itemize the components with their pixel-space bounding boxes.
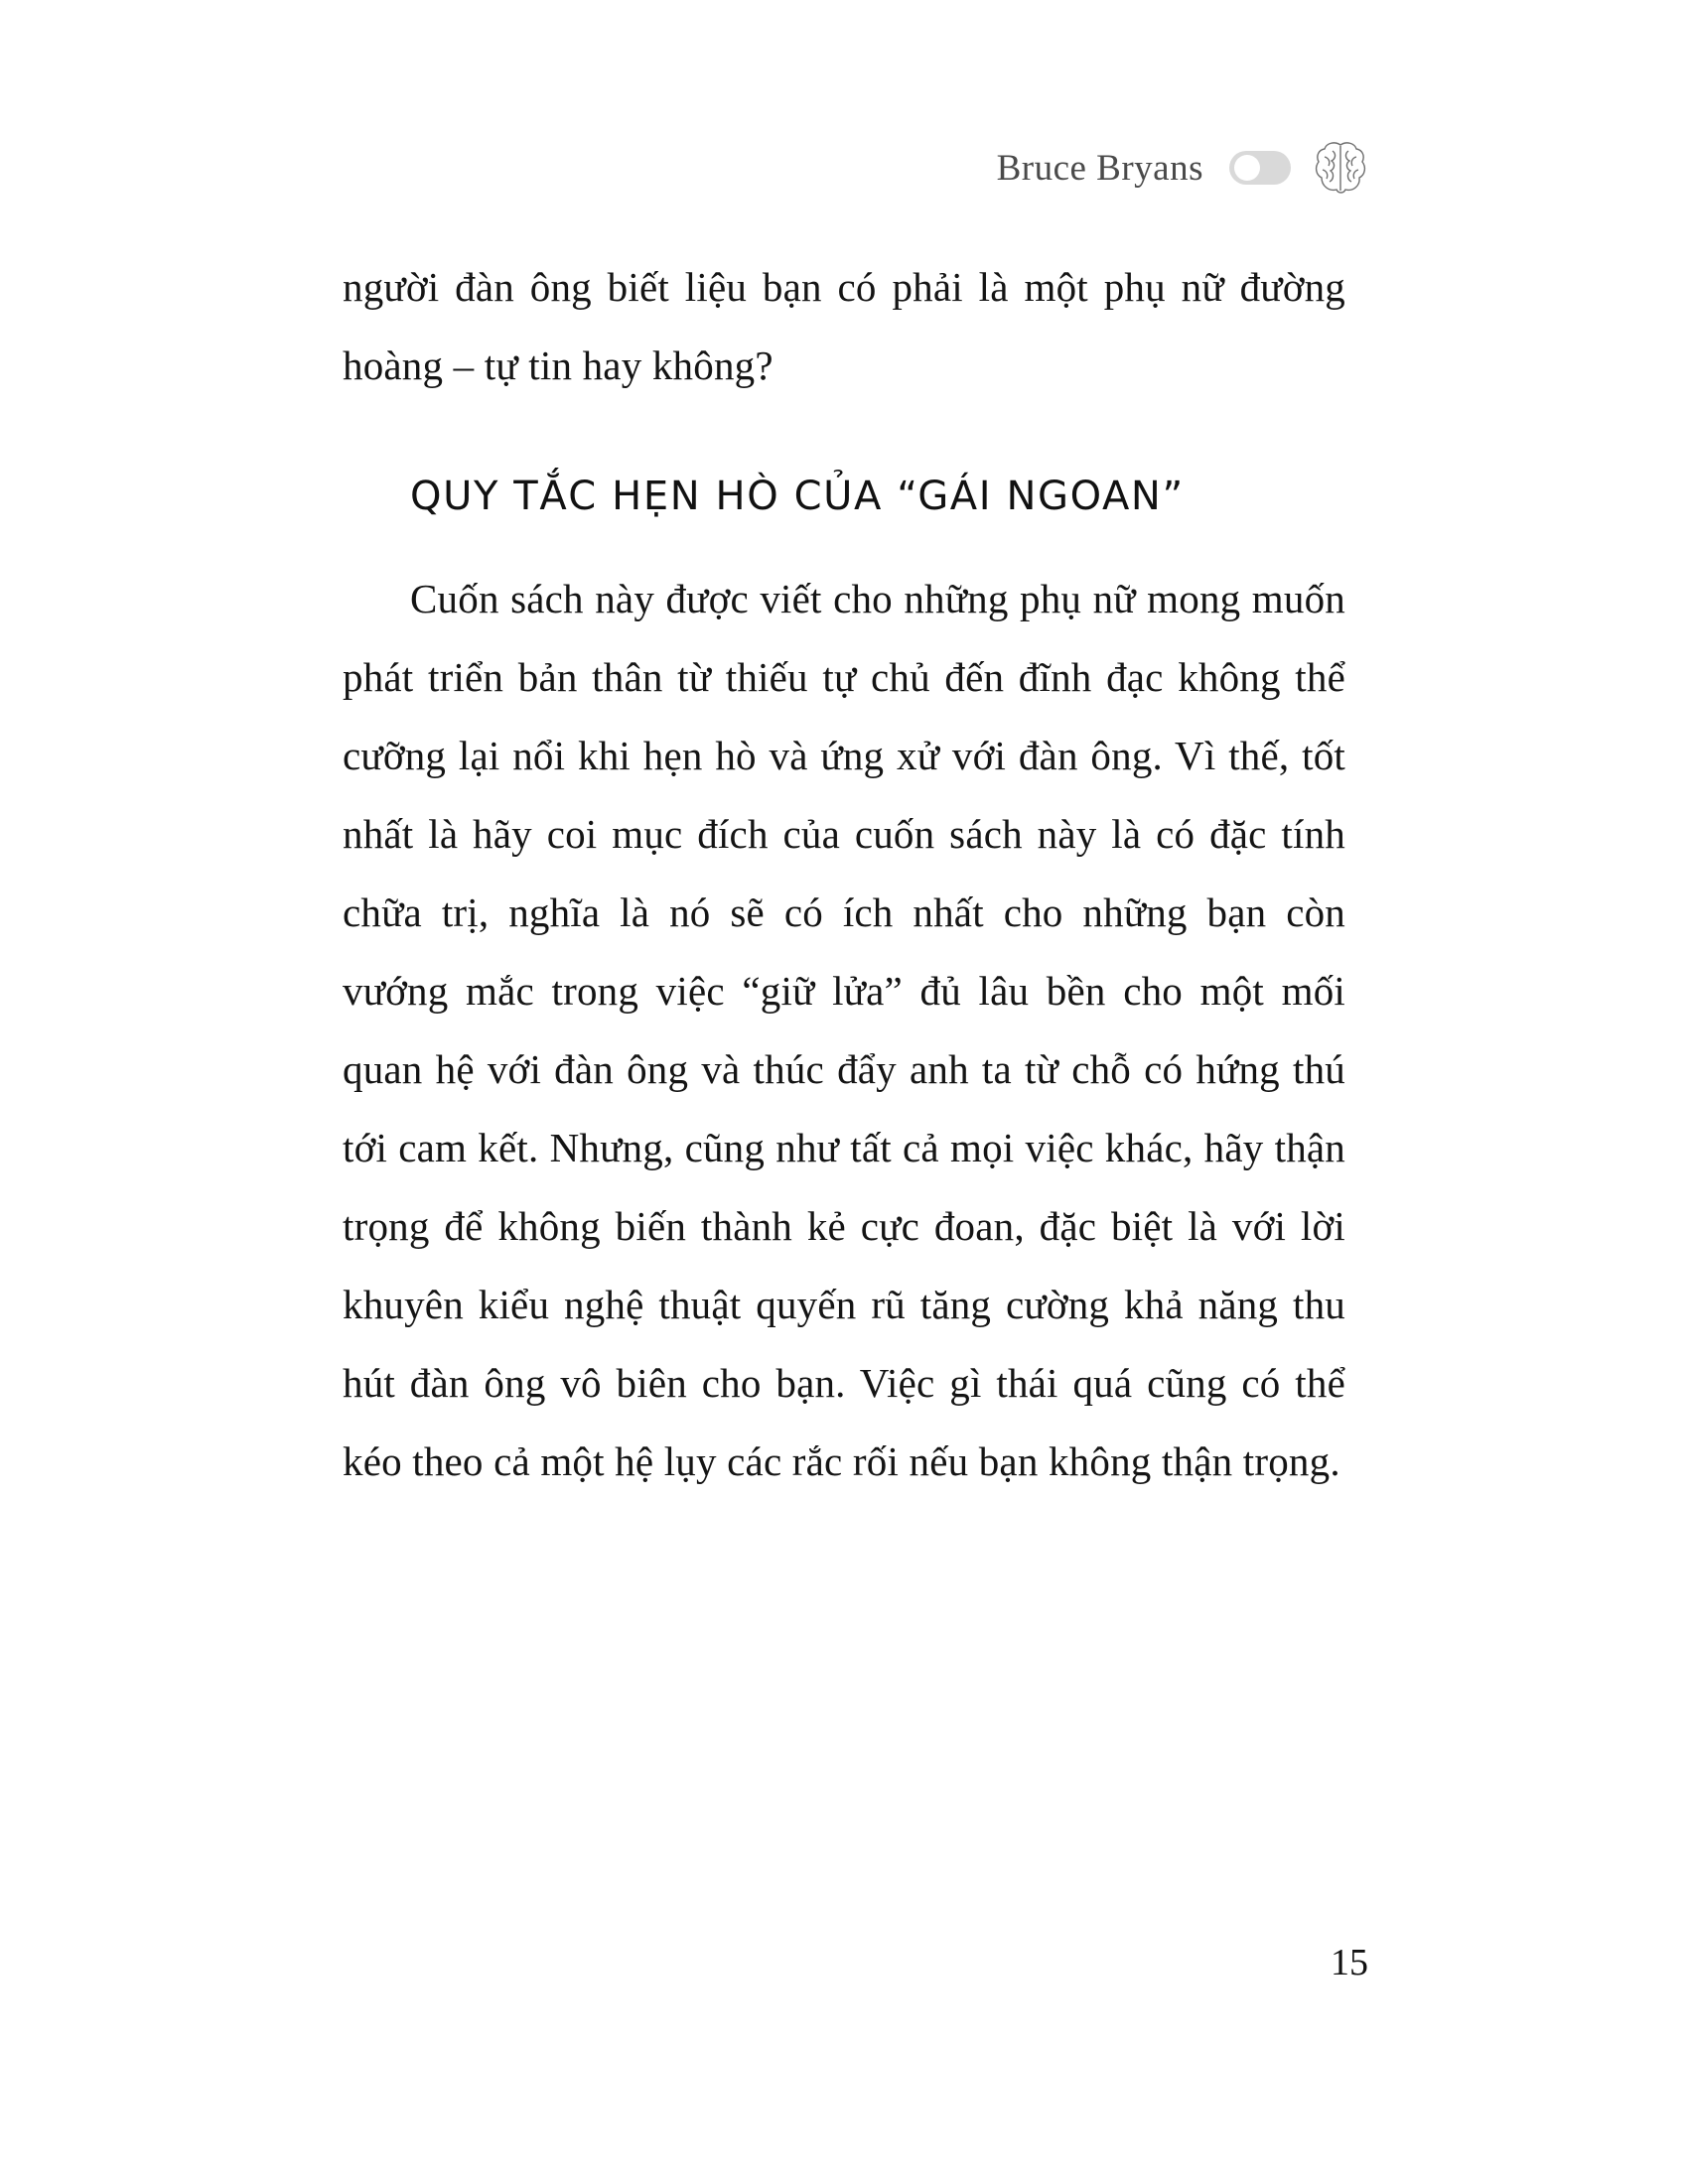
- brain-icon: [1313, 139, 1368, 197]
- page-content: [343, 248, 1345, 1501]
- page-number: 15: [1331, 1942, 1368, 1983]
- toggle-pill-icon: [1229, 151, 1291, 185]
- paragraph-main: Cuốn sách này được viết cho những phụ nữ mong muốn phát triển bản thân từ thiếu tự chủ đến đĩnh đạc không thể cưỡng lại nổi khi hẹn hò và ứng xử với đàn ông. Vì thế, tốt nhất là hãy coi mục đích của cuốn sách này là có đặc tính chữa trị, nghĩa là nó sẽ có ích nhất cho những bạn còn vướng mắc trong việc “giữ lửa” đủ lâu bền cho một mối quan hệ với đàn ông và thúc đẩy anh ta từ chỗ có hứng thú tới cam kết. Nhưng, cũng như tất cả mọi việc khác, hãy thận trọng để không biến thành kẻ cực đoan, đặc biệt là với lời khuyên kiểu nghệ thuật quyến rũ tăng cường khả năng thu hút đàn ông vô biên cho bạn. Việc gì thái quá cũng có thể kéo theo cả một hệ lụy các rắc rối nếu bạn không thận trọng.: [343, 576, 1345, 1484]
- paragraph-continued: người đàn ông biết liệu bạn có phải là một phụ nữ đường hoàng – tự tin hay không?: [343, 264, 1345, 388]
- header-author-name: Bruce Bryans: [996, 147, 1203, 189]
- section-heading: QUY TẮC HẸN HÒ CỦA “GÁI NGOAN”: [410, 474, 1185, 519]
- running-header: [0, 139, 1688, 197]
